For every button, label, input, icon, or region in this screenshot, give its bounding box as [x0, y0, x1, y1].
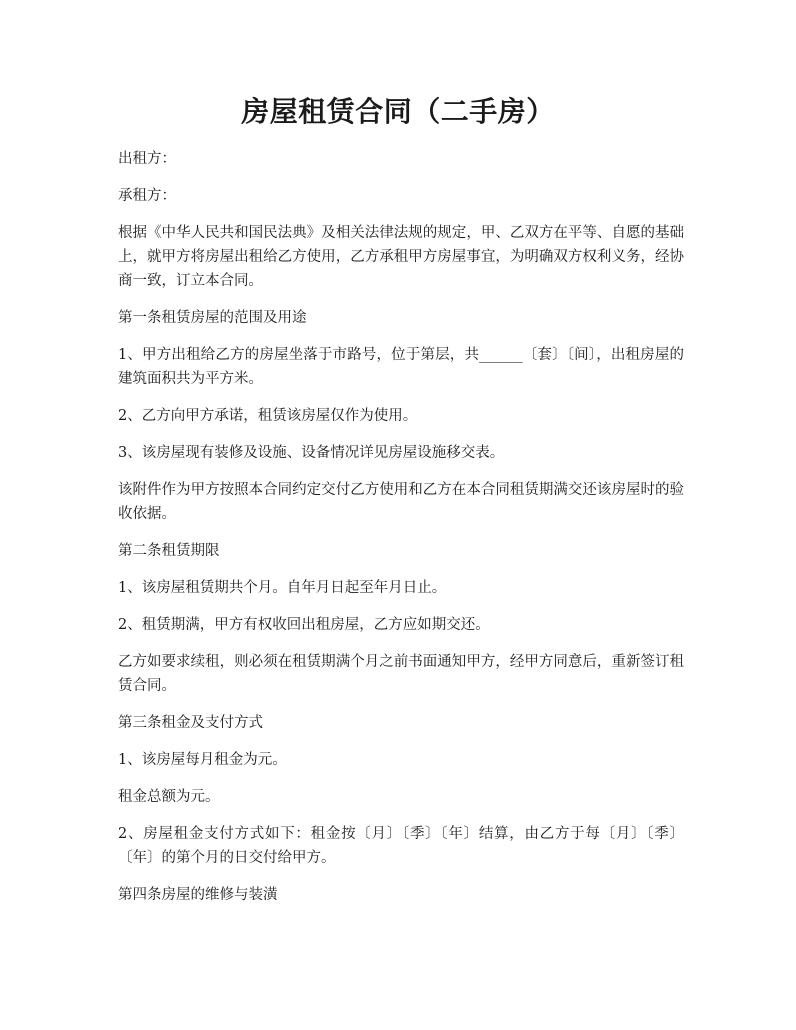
article-1-clause-1: 1、甲方出租给乙方的房屋坐落于市路号，位于第层，共______〔套〕〔间〕，出租房屋的建筑面积共为平方米。 — [118, 347, 684, 387]
article-1-clause-3: 3、该房屋现有装修及设施、设备情况详见房屋设施移交表。 — [118, 445, 505, 461]
article-1-note: 该附件作为甲方按照本合同约定交付乙方使用和乙方在本合同租赁期满交还该房屋时的验收依据。 — [118, 482, 684, 522]
lessor-line: 出租方： — [118, 151, 176, 167]
article-1-heading: 第一条租赁房屋的范围及用途 — [118, 310, 307, 326]
article-2-clause-2: 2、租赁期满，甲方有权收回出租房屋，乙方应如期交还。 — [118, 617, 490, 633]
article-3-heading: 第三条租金及支付方式 — [118, 715, 263, 731]
article-3-clause-2: 2、房屋租金支付方式如下：租金按〔月〕〔季〕〔年〕结算，由乙方于每〔月〕〔季〕〔年〕的第个月的日交付给甲方。 — [118, 826, 684, 866]
article-3-clause-1: 1、该房屋每月租金为元。 — [118, 752, 287, 768]
preamble-paragraph: 根据《中华人民共和国民法典》及相关法律法规的规定，甲、乙双方在平等、自愿的基础上，就甲方将房屋出租给乙方使用，乙方承租甲方房屋事宜，为明确双方权利义务，经协商一致，订立本合同。 — [118, 225, 684, 289]
article-2-note: 乙方如要求续租，则必须在租赁期满个月之前书面通知甲方，经甲方同意后，重新签订租赁合同。 — [118, 654, 684, 694]
document-body — [118, 147, 684, 920]
article-4-heading: 第四条房屋的维修与装潢 — [118, 887, 278, 903]
article-3-total: 租金总额为元。 — [118, 789, 220, 805]
lessee-line: 承租方： — [118, 188, 176, 204]
article-2-heading: 第二条租赁期限 — [118, 543, 220, 559]
article-1-clause-2: 2、乙方向甲方承诺，租赁该房屋仅作为使用。 — [118, 408, 418, 424]
article-2-clause-1: 1、该房屋租赁期共个月。自年月日起至年月日止。 — [118, 580, 447, 596]
document-title: 房屋租赁合同（二手房） — [241, 95, 555, 128]
